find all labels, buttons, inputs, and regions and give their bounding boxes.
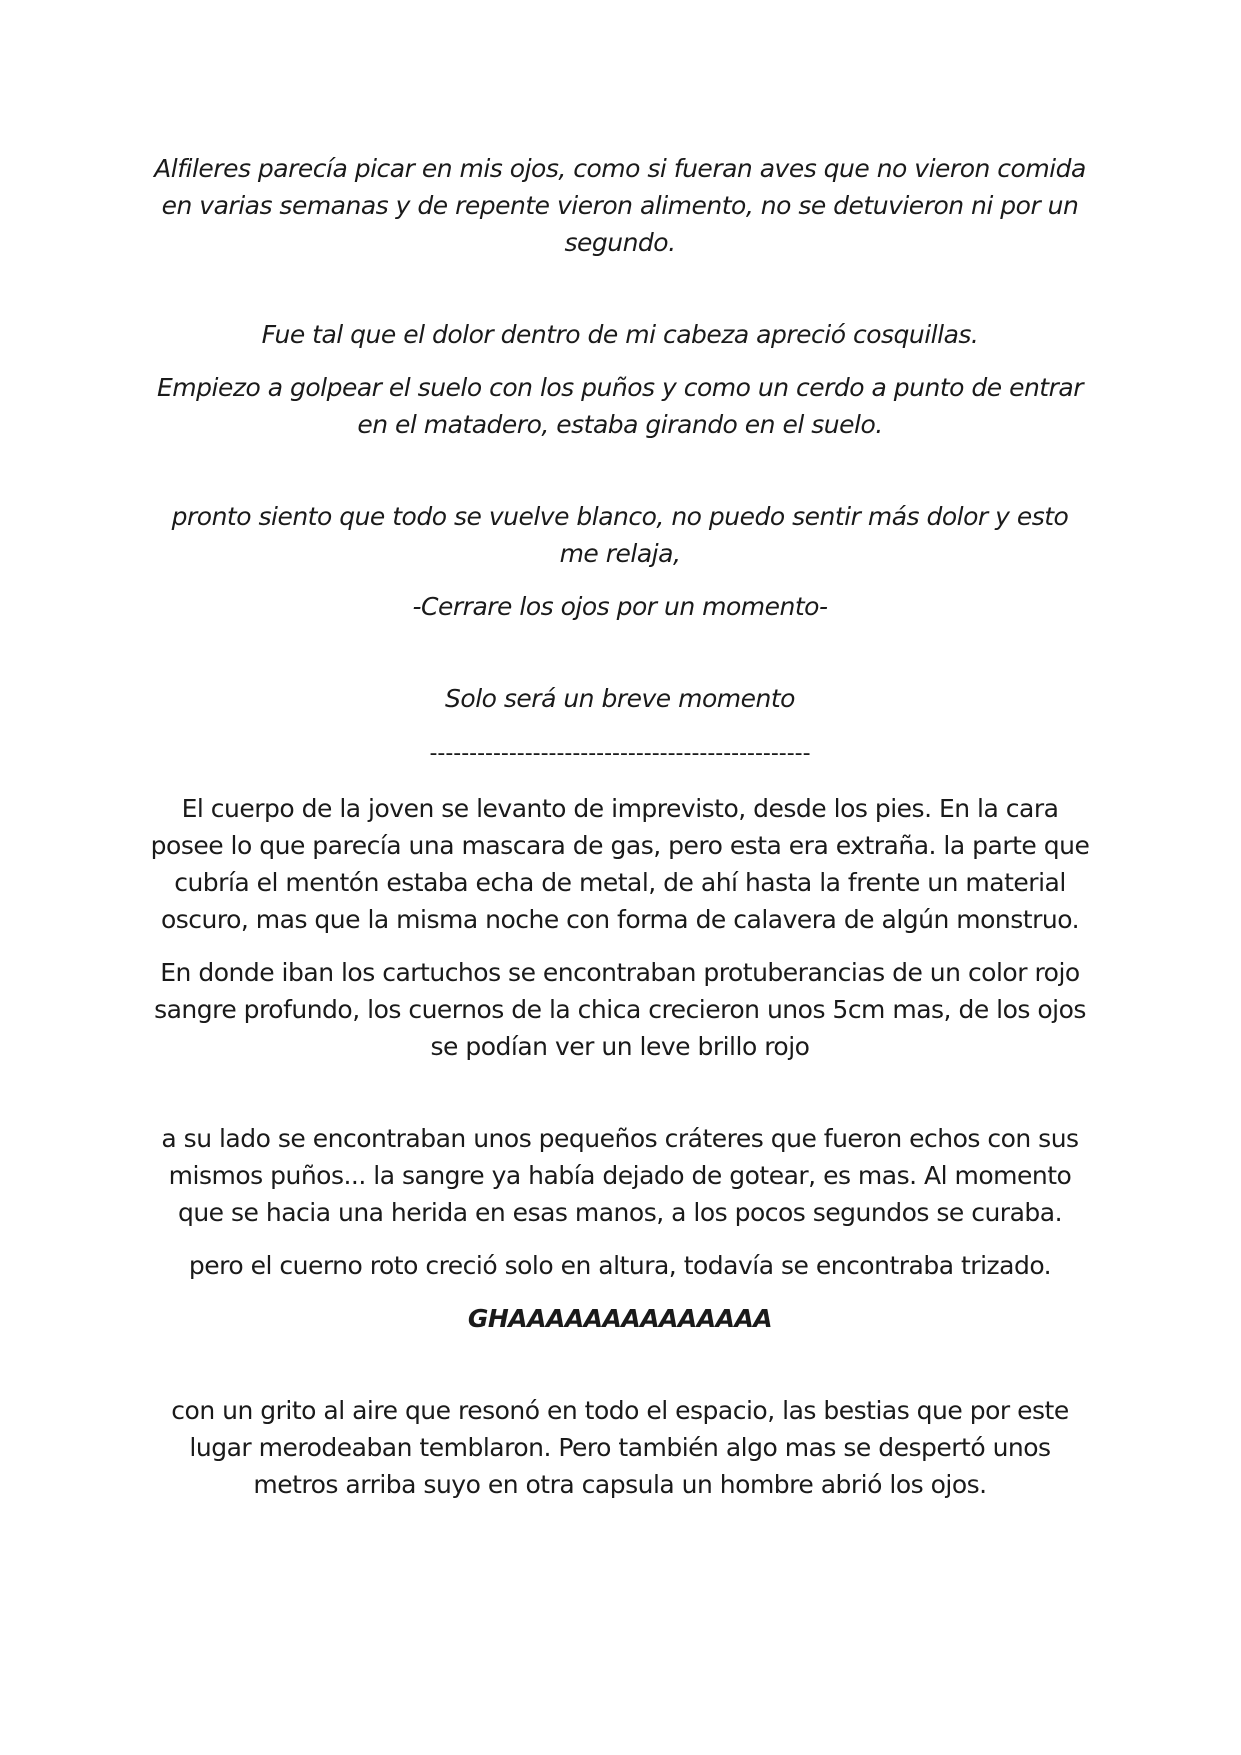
paragraph-broken-horn: pero el cuerno roto creció solo en altura, todavía se encontraba trizado. [188, 1251, 1052, 1280]
section-divider: ------------------------------------------------ [429, 741, 811, 766]
paragraph-craters: a su lado se encontraban unos pequeños cráteres que fueron echos con sus mismos puños... la sangre ya había dejado de gotear, es mas. Al momento que se hacia una herida en esas manos, a los pocos segundos se curaba. [161, 1124, 1079, 1227]
paragraph-close-eyes: -Cerrare los ojos por un momento- [412, 592, 828, 621]
paragraph-white: pronto siento que todo se vuelve blanco, no puedo sentir más dolor y esto me relaja, [171, 502, 1069, 568]
paragraph-tickle: Fue tal que el dolor dentro de mi cabeza apreció cosquillas. [261, 320, 979, 349]
paragraph-echo: con un grito al aire que resonó en todo el espacio, las bestias que por este lugar merodeaban temblaron. Pero también algo mas se despertó unos metros arriba suyo en otra capsula un hombre abrió los ojos. [171, 1396, 1069, 1499]
paragraph-pins: Alfileres parecía picar en mis ojos, como si fueran aves que no vieron comida en varias semanas y de repente vieron alimento, no se detuvieron ni por un segundo. [154, 154, 1086, 257]
paragraph-fists: Empiezo a golpear el suelo con los puños y como un cerdo a punto de entrar en el matadero, estaba girando en el suelo. [157, 373, 1083, 439]
paragraph-mask: El cuerpo de la joven se levanto de imprevisto, desde los pies. En la cara posee lo que parecía una mascara de gas, pero esta era extraña. la parte que cubría el mentón estaba echa de metal, de ahí hasta la frente un material oscuro, mas que la misma noche con forma de calavera de algún monstruo. [150, 794, 1090, 934]
paragraph-scream: GHAAAAAAAAAAAAAA [467, 1304, 773, 1333]
paragraph-brief-moment: Solo será un breve momento [445, 684, 795, 713]
text-body [150, 150, 1090, 1503]
paragraph-horns: En donde iban los cartuchos se encontraban protuberancias de un color rojo sangre profundo, los cuernos de la chica crecieron unos 5cm mas, de los ojos se podían ver un leve brillo rojo [154, 958, 1086, 1061]
